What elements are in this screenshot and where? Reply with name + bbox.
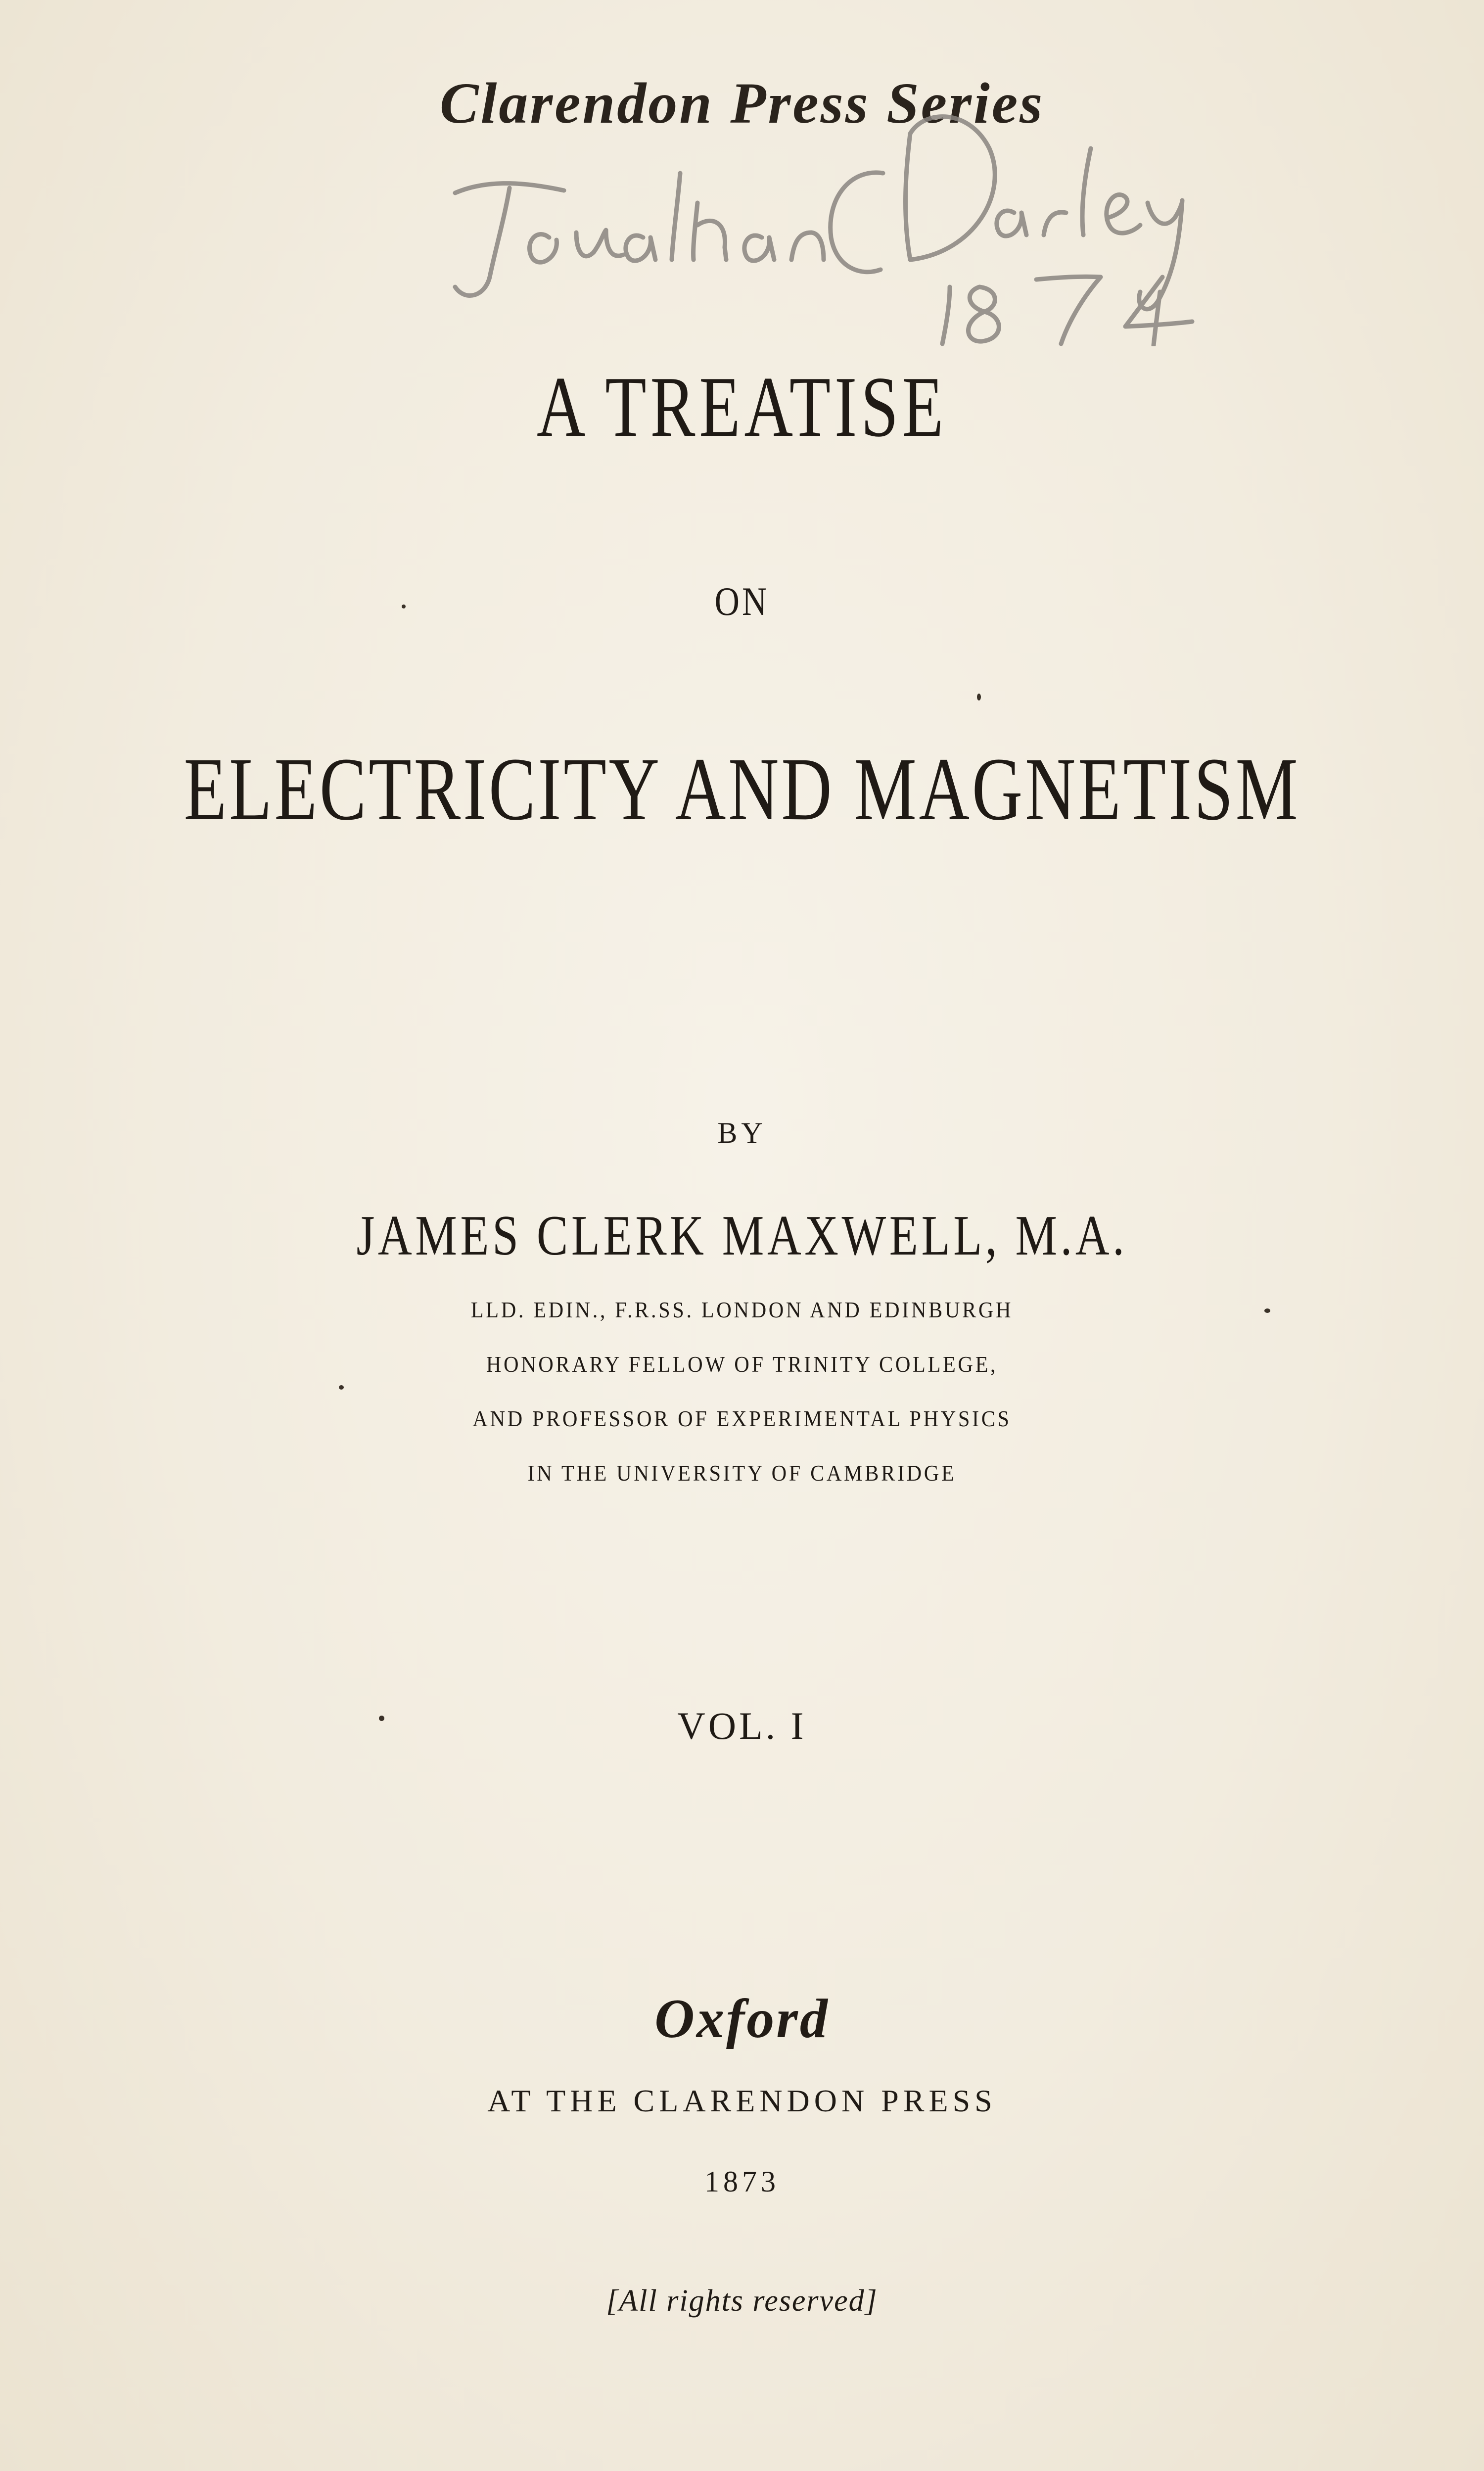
book-subject: ELECTRICITY AND MAGNETISM — [184, 740, 1300, 839]
paper-speck — [339, 1385, 344, 1390]
paper-speck — [977, 694, 981, 700]
paper-speck — [402, 605, 406, 608]
series-heading: Clarendon Press Series — [439, 71, 1045, 136]
author-credential-line: LLD. EDIN., F.R.SS. LONDON AND EDINBURGH — [470, 1297, 1014, 1322]
handwritten-inscription — [435, 89, 1276, 346]
publication-year: 1873 — [704, 2165, 780, 2198]
author-credential-line: IN THE UNIVERSITY OF CAMBRIDGE — [527, 1460, 957, 1486]
volume-number: VOL. I — [677, 1704, 807, 1747]
title-connector: ON — [714, 579, 770, 624]
by-label: BY — [717, 1117, 767, 1149]
rights-notice: [All rights reserved] — [606, 2284, 878, 2318]
publisher-city: Oxford — [654, 1988, 830, 2050]
author-credential-line: HONORARY FELLOW OF TRINITY COLLEGE, — [486, 1352, 998, 1377]
paper-speck — [1264, 1308, 1270, 1313]
book-title-line: A TREATISE — [536, 359, 948, 455]
publisher-name: AT THE CLARENDON PRESS — [487, 2083, 997, 2118]
author-name: JAMES CLERK MAXWELL, M.A. — [356, 1204, 1128, 1267]
paper-speck — [379, 1716, 384, 1721]
author-credential-line: AND PROFESSOR OF EXPERIMENTAL PHYSICS — [472, 1406, 1012, 1431]
